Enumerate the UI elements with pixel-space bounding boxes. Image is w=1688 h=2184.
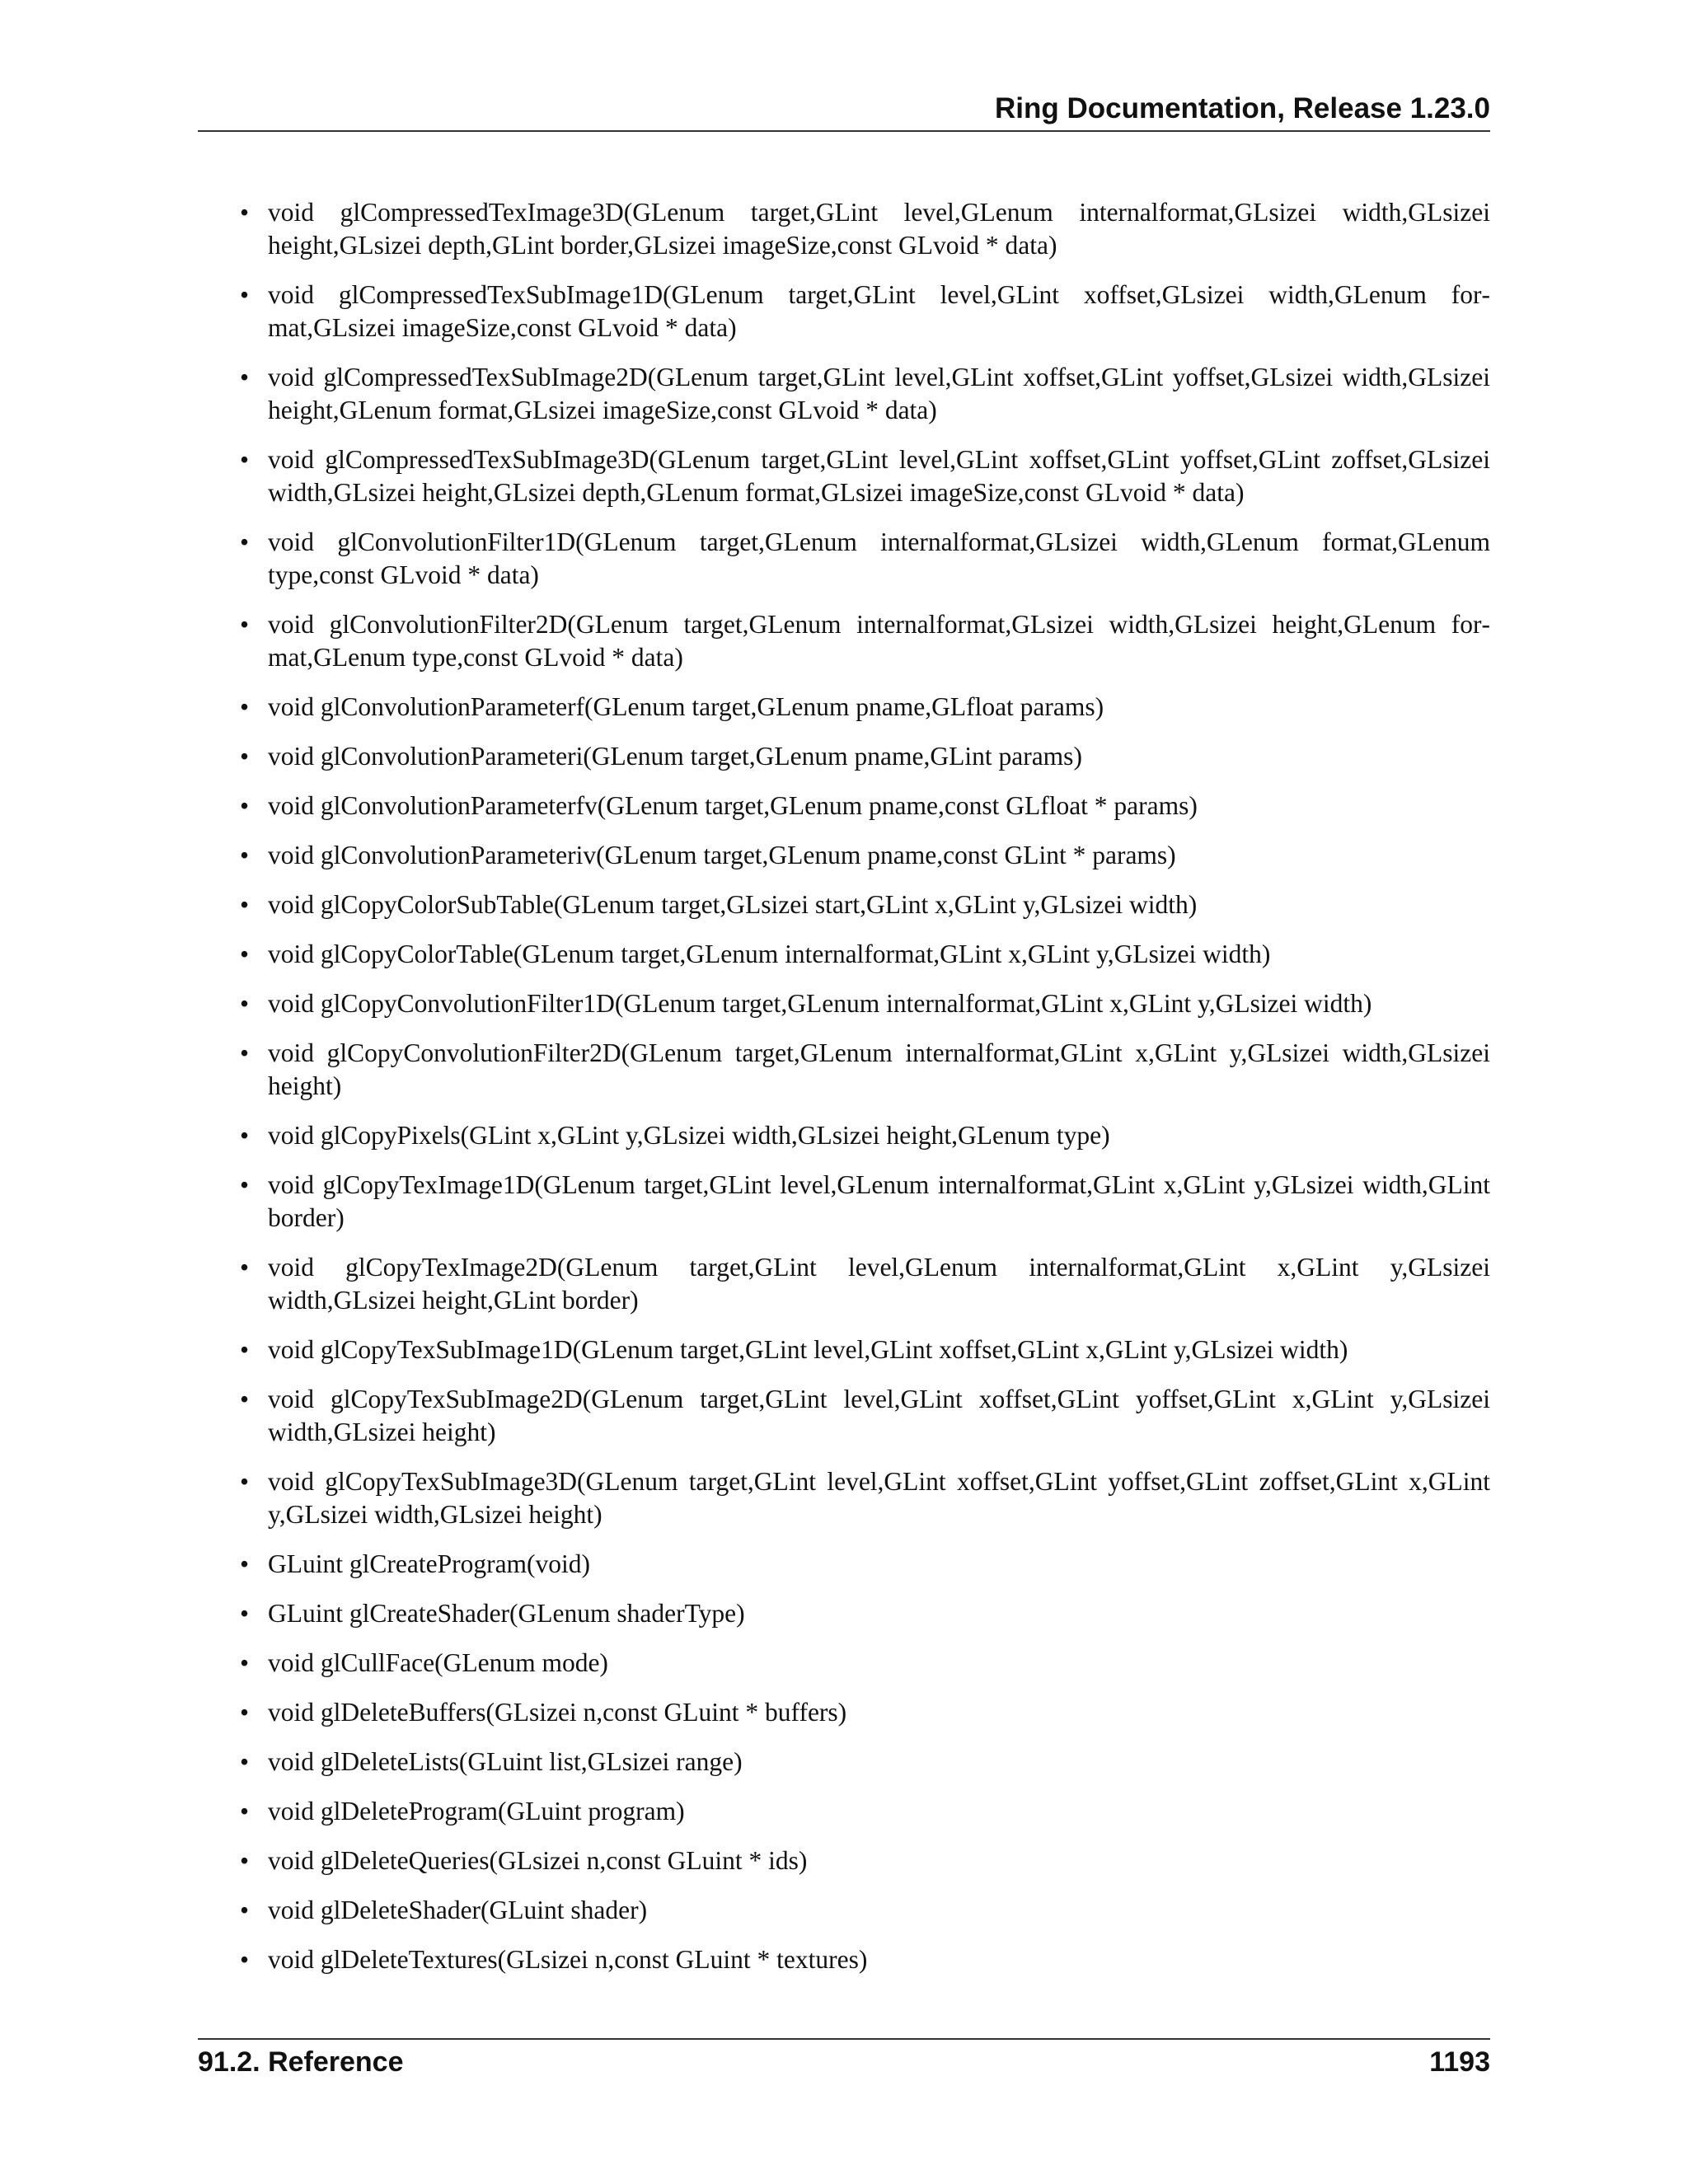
function-signature: void glConvolutionFilter2D(GLenum target,GLenum internalformat,GLsizei width,GLsizei height,GLenum format,GLenum type,const GLvoid * data) — [268, 610, 1490, 672]
function-signature: void glDeleteProgram(GLuint program) — [268, 1797, 685, 1825]
function-signature: void glConvolutionParameteri(GLenum target,GLenum pname,GLint params) — [268, 742, 1082, 771]
bullet-icon: • — [240, 1038, 250, 1067]
bullet-icon: • — [240, 1896, 250, 1924]
bullet-icon: • — [240, 1698, 250, 1727]
list-item — [198, 1844, 1490, 1877]
list-item — [198, 691, 1490, 724]
bullet-icon: • — [240, 1170, 250, 1199]
bullet-icon: • — [240, 527, 250, 556]
function-signature: void glCopyTexImage1D(GLenum target,GLint level,GLenum internalformat,GLint x,GLint y,GLsizei width,GLint border) — [268, 1170, 1490, 1232]
list-item — [198, 526, 1490, 592]
bullet-icon: • — [240, 1385, 250, 1413]
list-item — [198, 740, 1490, 773]
function-signature: void glDeleteTextures(GLsizei n,const GLuint * textures) — [268, 1945, 868, 1974]
list-item — [198, 987, 1490, 1020]
bullet-icon: • — [240, 445, 250, 474]
bullet-icon: • — [240, 280, 250, 309]
list-item — [198, 1647, 1490, 1680]
function-signature: void glCopyConvolutionFilter2D(GLenum target,GLenum internalformat,GLint x,GLint y,GLsizei width,GLsizei height) — [268, 1038, 1490, 1100]
bullet-icon: • — [240, 1335, 250, 1364]
function-signature: void glCompressedTexSubImage3D(GLenum target,GLint level,GLint xoffset,GLint yoffset,GLint zoffset,GLsizei width,GLsizei height,GLsizei depth,GLenum format,GLsizei imageSize,const GLvoid * data) — [268, 445, 1490, 507]
function-signature: void glDeleteQueries(GLsizei n,const GLuint * ids) — [268, 1846, 808, 1875]
function-signature: void glCopyColorSubTable(GLenum target,GLsizei start,GLint x,GLint y,GLsizei width) — [268, 890, 1198, 919]
bullet-icon: • — [240, 1467, 250, 1496]
bullet-icon: • — [240, 1945, 250, 1974]
function-signature: void glCopyTexImage2D(GLenum target,GLint level,GLenum internalformat,GLint x,GLint y,GLsizei width,GLsizei height,GLint border) — [268, 1253, 1490, 1315]
bullet-icon: • — [240, 1747, 250, 1776]
function-signature: void glDeleteLists(GLuint list,GLsizei range) — [268, 1747, 743, 1776]
list-item — [198, 1795, 1490, 1828]
bullet-icon: • — [240, 1549, 250, 1578]
bullet-icon: • — [240, 841, 250, 869]
function-signature: void glDeleteBuffers(GLsizei n,const GLuint * buffers) — [268, 1698, 847, 1727]
function-signature: void glConvolutionFilter1D(GLenum target,GLenum internalformat,GLsizei width,GLenum format,GLenum type,const GLvoid * data) — [268, 527, 1490, 589]
function-signature: void glCopyColorTable(GLenum target,GLenum internalformat,GLint x,GLint y,GLsizei width) — [268, 940, 1271, 968]
bullet-icon: • — [240, 1599, 250, 1628]
list-item — [198, 1548, 1490, 1581]
list-item — [198, 1037, 1490, 1103]
function-signature: void glConvolutionParameterf(GLenum target,GLenum pname,GLfloat params) — [268, 692, 1104, 721]
page-number: 1193 — [1429, 2046, 1490, 2078]
list-item — [198, 1696, 1490, 1729]
list-item — [198, 196, 1490, 262]
bullet-icon: • — [240, 791, 250, 820]
running-header: Ring Documentation, Release 1.23.0 — [994, 92, 1490, 124]
function-signature: void glCopyConvolutionFilter1D(GLenum target,GLenum internalformat,GLint x,GLint y,GLsizei width) — [268, 989, 1372, 1018]
list-item — [198, 279, 1490, 344]
list-item — [198, 361, 1490, 427]
function-signature: void glCopyTexSubImage3D(GLenum target,GLint level,GLint xoffset,GLint yoffset,GLint zoffset,GLint x,GLint y,GLsizei width,GLsizei height) — [268, 1467, 1490, 1529]
footer-divider — [198, 2038, 1490, 2040]
function-signature: void glConvolutionParameteriv(GLenum target,GLenum pname,const GLint * params) — [268, 841, 1176, 869]
list-item — [198, 1251, 1490, 1317]
function-signature: void glConvolutionParameterfv(GLenum target,GLenum pname,const GLfloat * params) — [268, 791, 1198, 820]
function-signature: void glCompressedTexSubImage1D(GLenum target,GLint level,GLint xoffset,GLsizei width,GLenum format,GLsizei imageSize,const GLvoid * data) — [268, 280, 1490, 342]
bullet-icon: • — [240, 363, 250, 391]
bullet-icon: • — [240, 1846, 250, 1875]
bullet-icon: • — [240, 1121, 250, 1150]
bullet-icon: • — [240, 198, 250, 227]
footer-section-title: 91.2. Reference — [198, 2046, 404, 2078]
bullet-icon: • — [240, 1797, 250, 1825]
list-item — [198, 1894, 1490, 1927]
bullet-icon: • — [240, 890, 250, 919]
header-divider — [198, 130, 1490, 132]
list-item — [198, 1746, 1490, 1779]
bullet-icon: • — [240, 1648, 250, 1677]
list-item — [198, 1383, 1490, 1449]
list-item — [198, 1465, 1490, 1531]
bullet-icon: • — [240, 1253, 250, 1282]
list-item — [198, 1119, 1490, 1152]
list-item — [198, 1333, 1490, 1366]
bullet-icon: • — [240, 610, 250, 639]
function-signature: void glDeleteShader(GLuint shader) — [268, 1896, 648, 1924]
bullet-icon: • — [240, 940, 250, 968]
function-signature: void glCopyTexSubImage2D(GLenum target,GLint level,GLint xoffset,GLint yoffset,GLint x,GLint y,GLsizei width,GLsizei height) — [268, 1385, 1490, 1446]
list-item — [198, 1169, 1490, 1235]
list-item — [198, 1943, 1490, 1976]
function-signature: void glCompressedTexImage3D(GLenum target,GLint level,GLenum internalformat,GLsizei width,GLsizei height,GLsizei depth,GLint border,GLsizei imageSize,const GLvoid * data) — [268, 198, 1490, 260]
function-signature: void glCompressedTexSubImage2D(GLenum target,GLint level,GLint xoffset,GLint yoffset,GLsizei width,GLsizei height,GLenum format,GLsizei imageSize,const GLvoid * data) — [268, 363, 1490, 424]
list-item — [198, 790, 1490, 823]
function-signature: void glCopyPixels(GLint x,GLint y,GLsizei width,GLsizei height,GLenum type) — [268, 1121, 1110, 1150]
list-item — [198, 443, 1490, 509]
bullet-icon: • — [240, 692, 250, 721]
bullet-icon: • — [240, 742, 250, 771]
list-item — [198, 839, 1490, 872]
function-signature: GLuint glCreateShader(GLenum shaderType) — [268, 1599, 745, 1628]
list-item — [198, 938, 1490, 971]
function-signature: void glCopyTexSubImage1D(GLenum target,GLint level,GLint xoffset,GLint x,GLint y,GLsizei width) — [268, 1335, 1348, 1364]
function-signature: GLuint glCreateProgram(void) — [268, 1549, 591, 1578]
list-item — [198, 608, 1490, 674]
bullet-icon: • — [240, 989, 250, 1018]
function-list — [198, 196, 1490, 1993]
list-item — [198, 1597, 1490, 1630]
list-item — [198, 888, 1490, 921]
function-signature: void glCullFace(GLenum mode) — [268, 1648, 608, 1677]
